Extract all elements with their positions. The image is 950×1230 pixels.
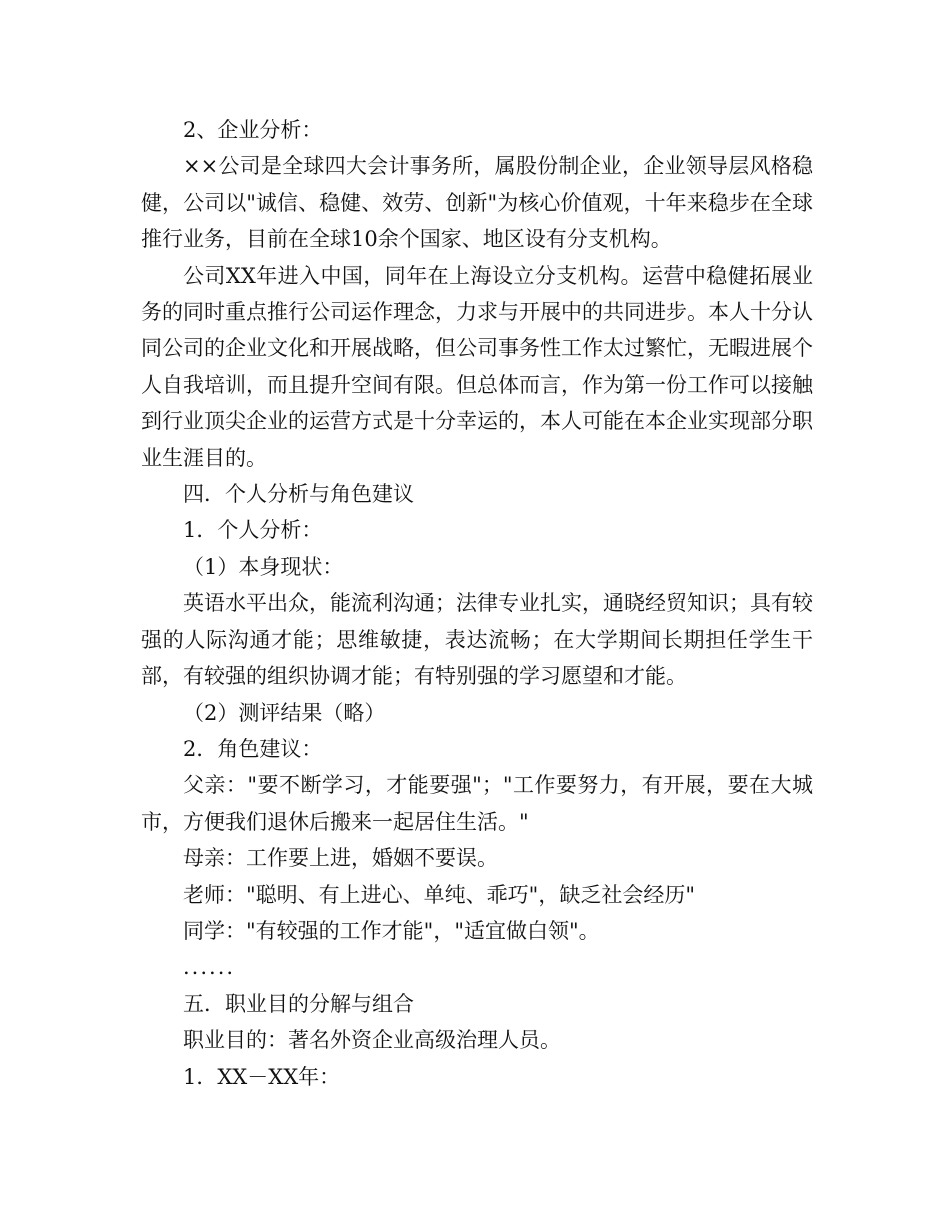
- subheading-current-status: （1）本身现状：: [183, 554, 344, 579]
- subheading-year-range: 1．XX－XX年：: [183, 1064, 341, 1089]
- section-heading-career-goals: 五．职业目的分解与组合: [183, 991, 414, 1016]
- subheading-role-advice: 2．角色建议：: [183, 736, 323, 761]
- paragraph-company-china: 公司XX年进入中国，同年在上海设立分支机构。运营中稳健拓展业务的同时重点推行公司运作理念，力求与开展中的共同进步。本人十分认同公司的企业文化和开展战略，但公司事务性工作太过繁忙，无暇进展个人自我培训，而且提升空间有限。但总体而言，作为第一份工作可以接触到行业顶尖企业的运营方式是十分幸运的，本人可能在本企业实现部分职业生涯目的。: [141, 263, 813, 470]
- section-heading-enterprise-analysis: 2、企业分析：: [183, 118, 323, 142]
- subheading-test-results: （2）测评结果（略）: [183, 700, 386, 725]
- paragraph-classmate-advice: 同学："有较强的工作才能"，"适宜做白领"。: [183, 918, 600, 943]
- document-page: [141, 112, 813, 1095]
- paragraph-current-status: 英语水平出众，能流利沟通；法律专业扎实，通晓经贸知识；具有较强的人际沟通才能；思维敏捷，表达流畅；在大学期间长期担任学生干部，有较强的组织协调才能；有特别强的学习愿望和才能。: [141, 591, 813, 689]
- subheading-personal-analysis: 1．个人分析：: [183, 518, 323, 543]
- paragraph-mother-advice: 母亲：工作要上进，婚姻不要误。: [183, 846, 498, 871]
- paragraph-teacher-advice: 老师："聪明、有上进心、单纯、乖巧"，缺乏社会经历": [183, 882, 695, 907]
- paragraph-company-intro: ××公司是全球四大会计事务所，属股份制企业，企业领导层风格稳健，公司以"诚信、稳健、效劳、创新"为核心价值观，十年来稳步在全球推行业务，目前在全球10余个国家、地区设有分支机构。: [141, 154, 813, 252]
- section-heading-personal-analysis: 四．个人分析与角色建议: [183, 482, 414, 507]
- ellipsis: ......: [183, 955, 236, 980]
- paragraph-father-advice: 父亲："要不断学习，才能要强"；"工作要努力，有开展，要在大城市，方便我们退休后搬来一起居住生活。": [141, 773, 813, 834]
- paragraph-career-goal: 职业目的：著名外资企业高级治理人员。: [183, 1028, 561, 1053]
